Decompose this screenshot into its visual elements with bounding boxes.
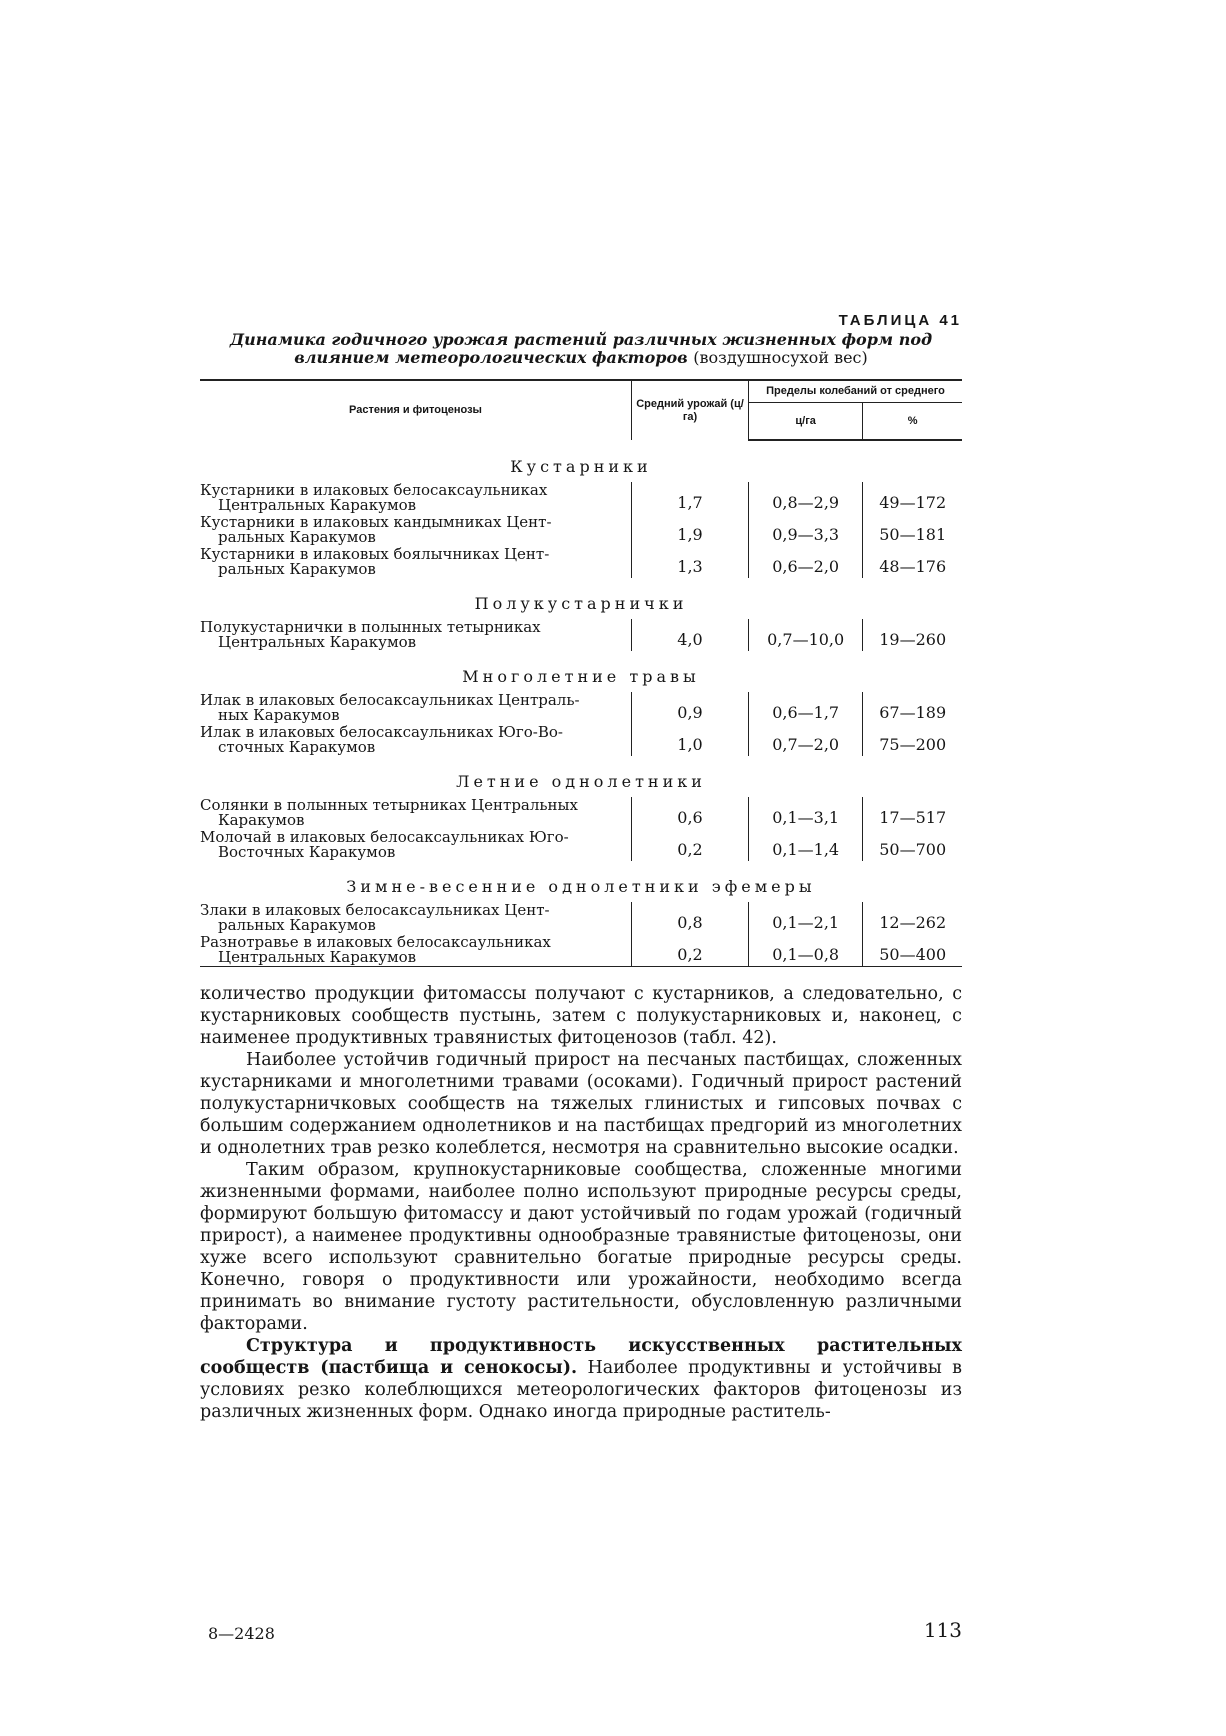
range-cell: 0,1—2,1 xyxy=(749,902,863,934)
section-title: Зимне-весенние однолетники эфемеры xyxy=(346,877,816,896)
paragraph-2: Наиболее устойчив годичный прирост на песчаных пастбищах, сложенных кустарниками и многолетними травами (осоками). Годичный прирост растений полукустарничковых сообществ на тяжелых глинистых и гипсовых почвах с большим содержанием однолетников и на пастбищах предгорий из многолетних и однолетних трав резко колеблется, несмотря на сравнительно высокие осадки. xyxy=(200,1050,962,1158)
plant-line-2: ральных Каракумов xyxy=(218,528,376,546)
avg-cell: 1,9 xyxy=(632,514,749,546)
table-row xyxy=(200,514,962,546)
header-plants: Растения и фитоценозы xyxy=(200,380,632,440)
table-title-plain: (воздушносухой вес) xyxy=(693,348,868,367)
avg-cell: 0,9 xyxy=(632,692,749,724)
pct-cell: 50—700 xyxy=(863,829,962,861)
header-unit: ц/га xyxy=(749,403,863,441)
pct-cell: 12—262 xyxy=(863,902,962,934)
plant-line-1: Разнотравье в илаковых белосаксаульниках xyxy=(200,933,551,951)
plant-line-1: Полукустарнички в полынных тетырниках xyxy=(200,618,541,636)
table-row xyxy=(200,797,962,829)
table-header xyxy=(200,380,962,440)
section-row xyxy=(200,440,962,482)
table-row xyxy=(200,902,962,934)
plant-line-1: Злаки в илаковых белосаксаульниках Цент- xyxy=(200,901,550,919)
plant-line-1: Кустарники в илаковых белосаксаульниках xyxy=(200,481,548,499)
header-range: Пределы колебаний от среднего xyxy=(749,380,963,403)
plant-line-1: Илак в илаковых белосаксаульниках Централь- xyxy=(200,691,580,709)
table-title xyxy=(200,331,962,367)
paragraph-1: количество продукции фитомассы получают с кустарников, а следовательно, с кустарниковых сообществ пустынь, затем с полукустарниковых и, наконец, с наименее продуктивных травянистых фитоценозов (табл. 42). xyxy=(200,984,962,1048)
avg-cell: 0,8 xyxy=(632,902,749,934)
pct-cell: 50—181 xyxy=(863,514,962,546)
section-title: Кустарники xyxy=(510,457,652,476)
plant-line-2: Центральных Каракумов xyxy=(218,948,417,966)
plant-line-1: Илак в илаковых белосаксаульниках Юго-Во- xyxy=(200,723,563,741)
range-cell: 0,1—3,1 xyxy=(749,797,863,829)
paragraph-4 xyxy=(200,1335,962,1423)
plant-cell xyxy=(200,902,632,934)
range-cell: 0,6—2,0 xyxy=(749,546,863,578)
section-row xyxy=(200,578,962,619)
plant-line-2: Восточных Каракумов xyxy=(218,843,396,861)
avg-cell: 1,7 xyxy=(632,482,749,514)
plant-line-2: сточных Каракумов xyxy=(218,738,376,756)
pct-cell: 67—189 xyxy=(863,692,962,724)
plant-line-1: Солянки в полынных тетырниках Центральных xyxy=(200,796,578,814)
section-title: Летние однолетники xyxy=(456,772,706,791)
body-text xyxy=(200,983,962,1423)
plant-cell xyxy=(200,797,632,829)
range-cell: 0,7—2,0 xyxy=(749,724,863,756)
page-number: 113 xyxy=(923,1618,962,1642)
table-title-italic: Динамика годичного урожая растений различных жизненных форм под влиянием метеорологических факторов xyxy=(229,330,933,367)
table-row xyxy=(200,619,962,651)
plant-line-2: ральных Каракумов xyxy=(218,916,376,934)
table-row xyxy=(200,724,962,756)
section-row xyxy=(200,651,962,692)
section-row xyxy=(200,756,962,797)
table-bottom-rule xyxy=(200,967,962,970)
table-body xyxy=(200,440,962,969)
range-cell: 0,7—10,0 xyxy=(749,619,863,651)
paragraph-4-text: Наиболее продуктивны и устойчивы в условиях резко колеблющихся метеорологических факторов фитоценозы из различных жизненных форм. Однако иногда природные раститель- xyxy=(200,1358,962,1422)
range-cell: 0,6—1,7 xyxy=(749,692,863,724)
plant-line-1: Кустарники в илаковых боялычниках Цент- xyxy=(200,545,550,563)
avg-cell: 1,0 xyxy=(632,724,749,756)
plant-line-1: Молочай в илаковых белосаксаульниках Юго- xyxy=(200,828,569,846)
paragraph-4-heading: Структура и продуктивность искусственных растительных сообществ (пастбища и сенокосы). xyxy=(200,1336,962,1378)
range-cell: 0,1—1,4 xyxy=(749,829,863,861)
signature-mark: 8—2428 xyxy=(208,1624,275,1643)
bottom-rule-cell xyxy=(200,967,962,970)
header-pct: % xyxy=(863,403,962,441)
avg-cell: 0,2 xyxy=(632,934,749,967)
range-cell: 0,8—2,9 xyxy=(749,482,863,514)
header-avg: Средний урожай (ц/га) xyxy=(632,380,749,440)
pct-cell: 17—517 xyxy=(863,797,962,829)
pct-cell: 48—176 xyxy=(863,546,962,578)
page-content xyxy=(200,300,962,1423)
paragraph-3: Таким образом, крупнокустарниковые сообщества, сложенные многими жизненными формами, наиболее полно используют природные ресурсы среды, формируют большую фитомассу и дают устойчивый по годам урожай (годичный прирост), а наименее продуктивны однообразные травянистые фитоценозы, они хуже всего используют сравнительно богатые природные ресурсы среды. Конечно, говоря о продуктивности или урожайности, необходимо всегда принимать во внимание густоту растительности, обусловленную различными факторами. xyxy=(200,1160,962,1334)
section-title: Полукустарнички xyxy=(474,594,688,613)
avg-cell: 0,6 xyxy=(632,797,749,829)
pct-cell: 75—200 xyxy=(863,724,962,756)
plant-cell xyxy=(200,482,632,514)
plant-line-2: Каракумов xyxy=(218,811,305,829)
plant-cell xyxy=(200,619,632,651)
plant-cell xyxy=(200,692,632,724)
avg-cell: 1,3 xyxy=(632,546,749,578)
table-row xyxy=(200,546,962,578)
plant-cell xyxy=(200,934,632,967)
data-table xyxy=(200,379,962,969)
section-title: Многолетние травы xyxy=(462,667,700,686)
plant-line-2: Центральных Каракумов xyxy=(218,496,417,514)
table-row xyxy=(200,692,962,724)
pct-cell: 50—400 xyxy=(863,934,962,967)
plant-line-2: Центральных Каракумов xyxy=(218,633,417,651)
pct-cell: 49—172 xyxy=(863,482,962,514)
avg-cell: 0,2 xyxy=(632,829,749,861)
table-row xyxy=(200,482,962,514)
plant-line-2: ных Каракумов xyxy=(218,706,340,724)
plant-cell xyxy=(200,724,632,756)
plant-line-1: Кустарники в илаковых кандымниках Цент- xyxy=(200,513,552,531)
range-cell: 0,1—0,8 xyxy=(749,934,863,967)
plant-cell xyxy=(200,546,632,578)
table-row xyxy=(200,829,962,861)
plant-cell xyxy=(200,514,632,546)
section-row xyxy=(200,861,962,902)
table-row xyxy=(200,934,962,967)
range-cell: 0,9—3,3 xyxy=(749,514,863,546)
plant-line-2: ральных Каракумов xyxy=(218,560,376,578)
pct-cell: 19—260 xyxy=(863,619,962,651)
plant-cell xyxy=(200,829,632,861)
table-label: ТАБЛИЦА 41 xyxy=(838,312,962,329)
avg-cell: 4,0 xyxy=(632,619,749,651)
